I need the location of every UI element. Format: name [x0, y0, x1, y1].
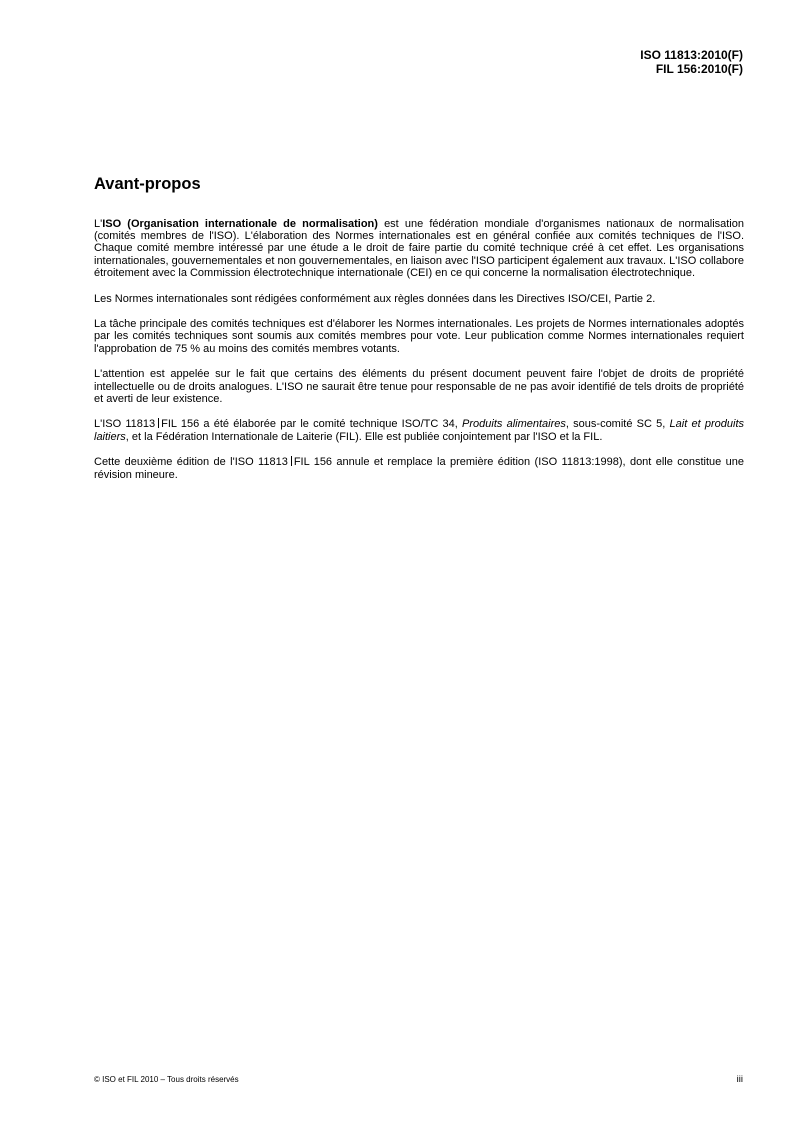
page-title: Avant-propos	[94, 175, 201, 193]
paragraph-directives: Les Normes internationales sont rédigées conformément aux règles données dans les Directives ISO/CEI, Partie 2.	[94, 292, 656, 305]
document-header	[640, 48, 743, 76]
separator-bar	[158, 418, 159, 428]
paragraph-patent-notice: L'attention est appelée sur le fait que certains des éléments du présent document peuvent faire l'objet de droits de propriété intellectuelle ou de droits analogues. L'ISO ne saurait être tenue pour responsable de ne pas avoir identifié de tels droits de propriété et averti de leur existence.	[94, 368, 744, 405]
paragraph-edition-note: Cette deuxième édition de l'ISO 11813 FIL 156 annule et remplace la première édition (ISO 11813:1998), dont elle constitue une révision mineure.	[94, 456, 745, 481]
fil-reference: FIL 156:2010(F)	[655, 62, 743, 76]
separator-bar	[291, 456, 292, 466]
body-text	[94, 218, 744, 494]
paragraph-iso-definition: L'ISO (Organisation internationale de normalisation) est une fédération mondiale d'organismes nationaux de normalisation (comités membres de l'ISO). L'élaboration des Normes internationales est en général confiée aux comités techniques de l'ISO. Chaque comité membre intéressé par une étude a le droit de faire partie du comité technique créé à cet effet. Les organisations internationales, gouvernementales et non gouvernementales, en liaison avec l'ISO participent également aux travaux. L'ISO collabore étroitement avec la Commission électrotechnique internationale (CEI) en ce qui concerne la normalisation électrotechnique.	[94, 218, 744, 279]
paragraph-technical-committees: La tâche principale des comités techniques est d'élaborer les Normes internationales. Les projets de Normes internationales adoptés par les comités techniques sont soumis aux comités membres pour vote. Leur publication comme Normes internationales requiert l'approbation de 75 % au moins des comités membres votants.	[94, 318, 744, 355]
iso-reference: ISO 11813:2010(F)	[640, 48, 743, 62]
footer-copyright: © ISO et FIL 2010 – Tous droits réservés	[94, 1075, 239, 1084]
page-number: iii	[736, 1074, 743, 1085]
paragraph-committee-preparation: L'ISO 11813 FIL 156 a été élaborée par le comité technique ISO/TC 34, Produits alimentaires, sous-comité SC 5, Lait et produits laitiers, et la Fédération Internationale de Laiterie (FIL). Elle est publiée conjointement par l'ISO et la FIL.	[94, 418, 745, 443]
